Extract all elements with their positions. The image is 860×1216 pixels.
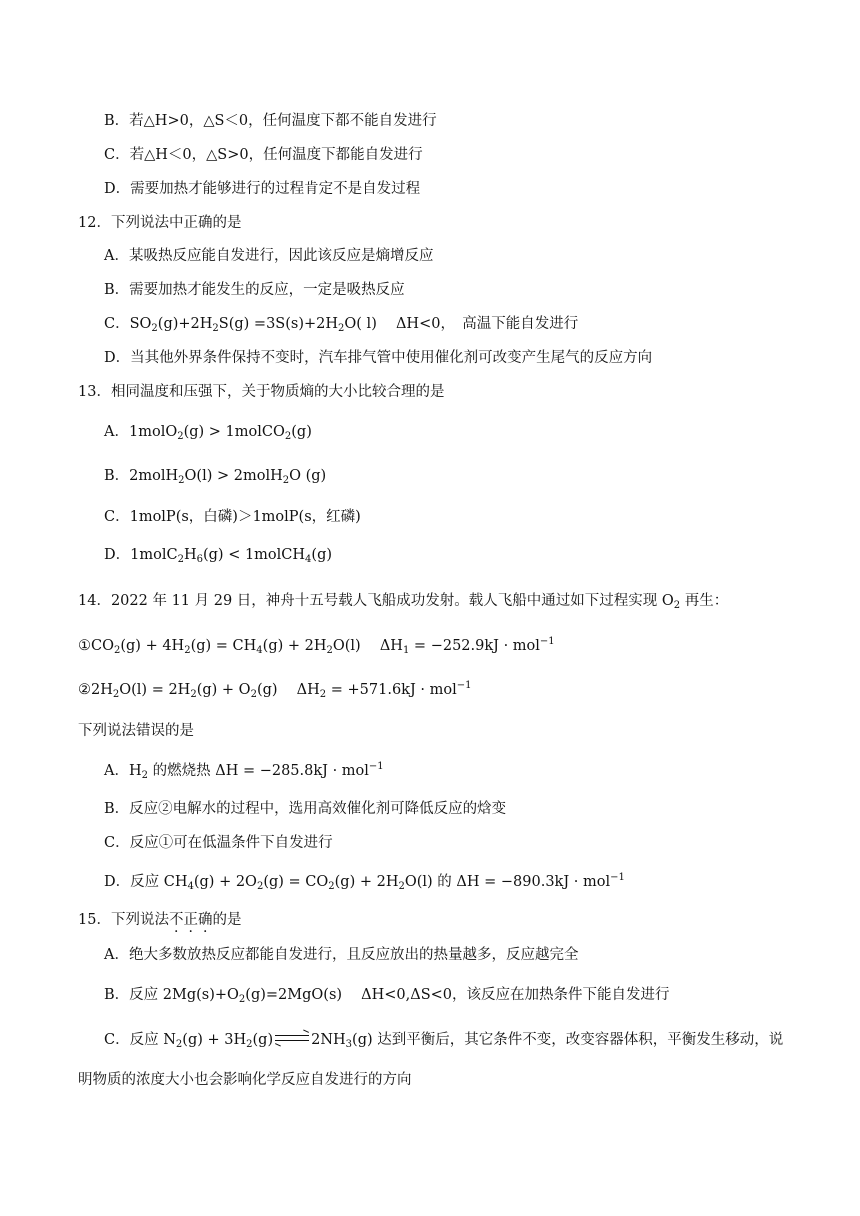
q12-option-a: A．某吸热反应能自发进行，因此该反应是熵增反应 — [104, 248, 434, 264]
q12-stem: 12．下列说法中正确的是 — [78, 215, 242, 231]
q13-option-c: C．1molP(s，白磷)＞1molP(s，红磷) — [104, 509, 361, 525]
q14-reaction-2: $②2H_2O(l) = 2H_2(g) + O_2(g)$ $\Delta H_2 = +571.6kJ \cdot mol^{-1}$ — [78, 680, 472, 700]
q14-question: 下列说法错误的是 — [78, 723, 194, 739]
q12-option-c: C．$SO_2(g)+2H_2S(g) =3S(s)+2H_2O$( l) ΔH<0， 高温下能自发进行 — [104, 316, 579, 334]
q11-option-c: C．若△H＜0，△S>0，任何温度下都能自发进行 — [104, 147, 423, 163]
q14-option-d: D．反应 $CH_4(g) + 2O_2(g) = CO_2(g) + 2H_2O(l)$ 的 ΔH = −890.3kJ · mol$^{-1}$ — [104, 872, 625, 892]
q14-option-a: A．$H_2$ 的燃烧热 ΔH = −285.8kJ · mol$^{-1}$ — [104, 761, 384, 781]
q13-stem: 13．相同温度和压强下，关于物质熵的大小比较合理的是 — [78, 384, 445, 400]
q15-option-c: C．反应 $N_2(g) + 3H_2(g)$ $2NH_3(g)$ 达到平衡后，其它条件不变，改变容器体积，平衡发生移动，说 — [104, 1030, 783, 1050]
q15-option-a: A．绝大多数放热反应都能自发进行，且反应放出的热量越多，反应越完全 — [104, 947, 579, 963]
q13-option-d: D．$1molC_2H_6(g)$ < 1molCH$_4$(g) — [104, 547, 333, 565]
q15-option-c-line2: 明物质的浓度大小也会影响化学反应自发进行的方向 — [78, 1072, 412, 1088]
q13-option-b: B．2molH$_2$O(l) > 2molH$_2$O (g) — [104, 468, 327, 486]
equilibrium-arrow-icon — [275, 1033, 309, 1043]
q15-option-b: B．反应 $2Mg(s)+O_2(g)=2MgO(s)$ ΔH<0,ΔS<0，该反应在加热条件下能自发进行 — [104, 987, 670, 1005]
q15-stem: 15．下列说法不正确的是 — [78, 912, 242, 928]
q14-option-b: B．反应②电解水的过程中，选用高效催化剂可降低反应的焓变 — [104, 801, 507, 817]
q12-option-b: B．需要加热才能发生的反应，一定是吸热反应 — [104, 282, 405, 298]
q13-option-a: A．1molO$_2$(g) > 1molCO$_2$(g) — [104, 424, 312, 442]
q14-option-c: C．反应①可在低温条件下自发进行 — [104, 835, 333, 851]
q12-option-d: D．当其他外界条件保持不变时，汽车排气管中使用催化剂可改变产生尾气的反应方向 — [104, 350, 653, 366]
q11-option-b: B．若△H>0，△S＜0，任何温度下都不能自发进行 — [104, 113, 437, 129]
q14-stem: 14．2022 年 11 月 29 日，神舟十五号载人飞船成功发射。载人飞船中通过如下过程实现 $O_2$ 再生： — [78, 593, 729, 611]
q11-option-d: D．需要加热才能够进行的过程肯定不是自发过程 — [104, 181, 421, 197]
q14-reaction-1: $①CO_2(g) + 4H_2(g) = CH_4(g) + 2H_2O(l)$ $\Delta H_1 = -252.9kJ \cdot mol^{-1}$ — [78, 636, 555, 656]
